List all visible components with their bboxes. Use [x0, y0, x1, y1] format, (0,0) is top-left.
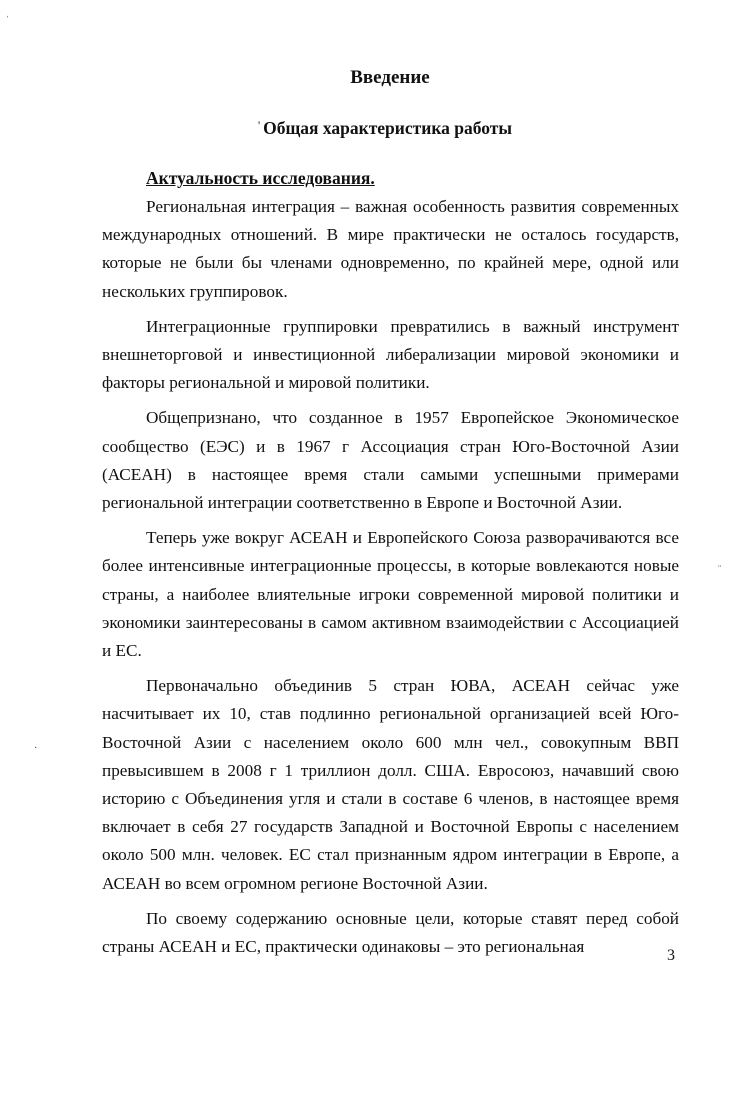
page-subtitle [0, 113, 733, 140]
page-number: 3 [667, 947, 675, 964]
scan-speck: ¨ [718, 564, 722, 575]
paragraph: По своему содержанию основные цели, которые ставят перед собой страны АСЕАН и ЕС, практически одинаковы – это региональная [102, 908, 679, 957]
scan-speck: · [34, 743, 38, 754]
scan-speck: ˌ [6, 7, 10, 18]
paragraph: Теперь уже вокруг АСЕАН и Европейского Союза разворачиваются все более интенсивные интеграционные процессы, в которые вовлекаются новые страны, а наиболее влиятельные игроки современной мировой политики и экономики заинтересованы в самом активном взаимодействии с Ассоциацией и ЕС. [102, 528, 679, 661]
paragraph: Интеграционные группировки превратились в важный инструмент внешнеторговой и инвестиционной либерализации мировой экономики и факторы региональной и мировой политики. [102, 316, 679, 393]
section-heading: Актуальность исследования. [146, 168, 375, 188]
subtitle-text: Общая характеристика работы [263, 118, 513, 138]
scan-mark: ' [257, 118, 261, 132]
paragraph: Общепризнано, что созданное в 1957 Европейское Экономическое сообщество (ЕЭС) и в 1967 г Ассоциация стран Юго-Восточной Азии (АСЕАН) в настоящее время стали самыми успешными примерами региональной интеграции соответственно в Европе и Восточной Азии. [102, 408, 679, 513]
page-title: Введение [350, 67, 430, 88]
body-text [102, 193, 679, 961]
paragraph: Региональная интеграция – важная особенность развития современных международных отношений. В мире практически не осталось государств, которые не были бы членами одновременно, по крайней мере, одной или нескольких группировок. [102, 197, 679, 301]
paragraph: Первоначально объединив 5 стран ЮВА, АСЕАН сейчас уже насчитывает их 10, став подлинно региональной организацией всей Юго-Восточной Азии с населением около 600 млн чел., совокупным ВВП превысившем в 2008 г 1 триллион долл. США. Евросоюз, начавший свою историю с Объединения угля и стали в составе 6 членов, в настоящее время включает в себя 27 государств Западной и Восточной Европы с населением около 500 млн. человек. ЕС стал признанным ядром интеграции в Европе, а АСЕАН во всем огромном регионе Восточной Азии. [102, 676, 679, 893]
